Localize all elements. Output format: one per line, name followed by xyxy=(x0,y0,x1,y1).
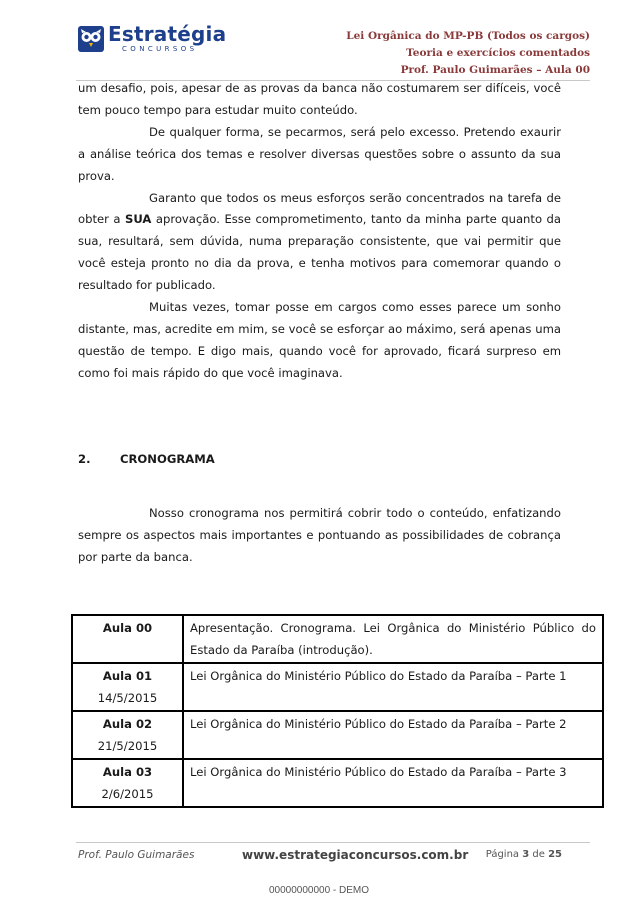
footer-professor: Prof. Paulo Guimarães xyxy=(78,849,195,861)
aula-date: 2/6/2015 xyxy=(101,786,154,801)
table-row xyxy=(72,759,603,807)
section-intro-text: Nosso cronograma nos permitirá cobrir todo o conteúdo, enfatizando sempre os aspectos mais importantes e pontuando as possibilidades de cobrança por parte da banca. xyxy=(78,506,561,564)
aula-cell xyxy=(72,711,183,759)
header-course-subtitle: Teoria e exercícios comentados xyxy=(406,47,590,59)
aula-label: Aula 03 xyxy=(102,765,153,779)
footer-divider xyxy=(76,842,590,843)
table-row xyxy=(72,615,603,663)
logo-name: Estratégia xyxy=(108,22,227,46)
page-footer xyxy=(78,849,562,865)
aula-cell xyxy=(72,663,183,711)
header-course-title: Lei Orgânica do MP-PB (Todos os cargos) xyxy=(346,30,590,42)
table-row xyxy=(72,663,603,711)
header-course-info xyxy=(346,28,590,79)
aula-description: Apresentação. Cronograma. Lei Orgânica do Ministério Público do Estado da Paraíba (introdução). xyxy=(183,615,603,663)
aula-description: Lei Orgânica do Ministério Público do Estado da Paraíba – Parte 3 xyxy=(183,759,603,807)
paragraph-3-end: aprovação. Esse comprometimento, tanto da minha parte quanto da sua, resultará, sem dúvida, numa preparação consistente, que vai permitir que você esteja pronto no dia da prova, e tenha motivos para comemorar quando o resultado for publicado. xyxy=(78,212,561,293)
owl-logo-icon xyxy=(78,26,104,52)
footer-website-link[interactable]: www.estrategiaconcursos.com.br xyxy=(242,848,469,862)
body-text xyxy=(78,78,561,385)
paragraph-3-emphasis: SUA xyxy=(124,212,152,227)
page-of: de xyxy=(532,849,545,860)
section-heading xyxy=(78,452,215,466)
paragraph-2: De qualquer forma, se pecarmos, será pelo excesso. Pretendo exaurir a análise teórica dos temas e resolver diversas questões sobre o assunto da sua prova. xyxy=(78,124,561,183)
page-total: 25 xyxy=(548,849,562,860)
demo-watermark: 00000000000 - DEMO xyxy=(268,885,370,896)
paragraph-3 xyxy=(78,188,561,298)
page-current: 3 xyxy=(522,849,530,860)
section-number: 2. xyxy=(78,452,91,466)
page-number xyxy=(486,849,562,860)
aula-label: Aula 00 xyxy=(102,621,153,635)
aula-date: 21/5/2015 xyxy=(97,738,158,753)
aula-label: Aula 01 xyxy=(102,669,153,683)
page-header xyxy=(0,0,638,80)
table-row xyxy=(72,711,603,759)
paragraph-3-start: Garanto que todos os meus esforços serão concentrados na tarefa de obter a xyxy=(78,190,561,227)
aula-label: Aula 02 xyxy=(102,717,153,731)
schedule-table xyxy=(71,614,604,808)
section-title: CRONOGRAMA xyxy=(120,452,215,466)
aula-date: 14/5/2015 xyxy=(97,690,158,705)
page-label: Página xyxy=(485,849,520,860)
logo xyxy=(78,24,226,53)
section-intro xyxy=(78,503,561,569)
aula-cell xyxy=(72,759,183,807)
aula-description: Lei Orgânica do Ministério Público do Estado da Paraíba – Parte 1 xyxy=(183,663,603,711)
header-professor: Prof. Paulo Guimarães – Aula 00 xyxy=(400,64,590,76)
logo-subtitle: CONCURSOS xyxy=(122,45,198,53)
paragraph-1: um desafio, pois, apesar de as provas da banca não costumarem ser difíceis, você tem pouco tempo para estudar muito conteúdo. xyxy=(78,81,561,117)
paragraph-4: Muitas vezes, tomar posse em cargos como esses parece um sonho distante, mas, acredite em mim, se você se esforçar ao máximo, será apenas uma questão de tempo. E digo mais, quando você for aprovado, ficará surpreso em como foi mais rápido do que você imaginava. xyxy=(78,300,561,380)
aula-description: Lei Orgânica do Ministério Público do Estado da Paraíba – Parte 2 xyxy=(183,711,603,759)
aula-cell xyxy=(72,615,183,663)
